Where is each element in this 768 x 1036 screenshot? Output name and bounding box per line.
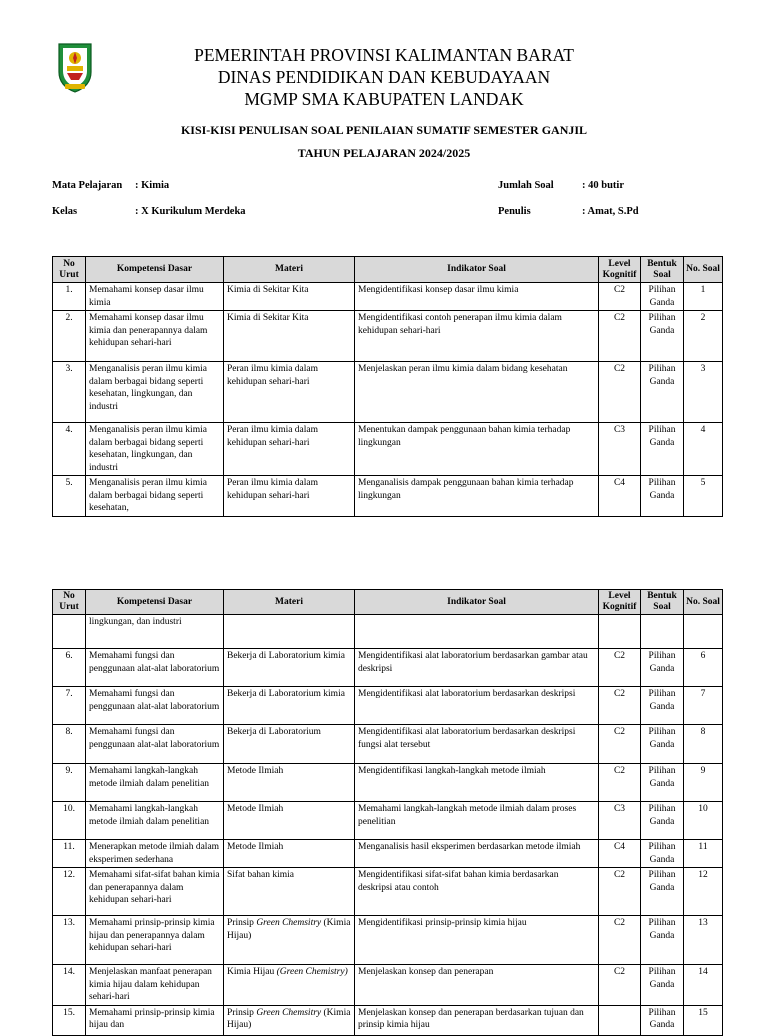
header-level-kognitif: Level Kognitif [599, 257, 641, 283]
kisi-table-page-1 [52, 256, 723, 517]
header-line-3: MGMP SMA KABUPATEN LANDAK [244, 89, 524, 109]
header-kompetensi-dasar: Kompetensi Dasar [86, 590, 224, 615]
jumlah-soal-label: Jumlah Soal [498, 180, 554, 191]
header-no-soal: No. Soal [684, 590, 723, 615]
mapel-label: Mata Pelajaran [52, 180, 123, 191]
cell-empty [355, 615, 599, 649]
cell-level-kognitif: C2 [599, 916, 641, 965]
header-kompetensi-dasar: Kompetensi Dasar [86, 257, 224, 283]
cell-no-urut: 15. [53, 1005, 86, 1035]
document-title: KISI-KISI PENULISAN SOAL PENILAIAN SUMATIF SEMESTER GANJIL [180, 123, 588, 137]
cell-empty [641, 615, 684, 649]
cell-kompetensi-dasar: Memahami konsep dasar ilmu kimia [86, 283, 224, 311]
cell-materi: Bekerja di Laboratorium kimia [224, 687, 355, 725]
cell-no-urut: 1. [53, 283, 86, 311]
cell-no-soal: 15 [684, 1005, 723, 1035]
cell-indikator-soal: Mengidentifikasi sifat-sifat bahan kimia berdasarkan deskripsi atau contoh [355, 868, 599, 916]
cell-materi: Kimia di Sekitar Kita [224, 311, 355, 362]
cell-materi: Peran ilmu kimia dalam kehidupan sehari-hari [224, 423, 355, 476]
cell-no-soal: 9 [684, 764, 723, 802]
cell-level-kognitif: C3 [599, 423, 641, 476]
cell-level-kognitif: C2 [599, 649, 641, 687]
cell-indikator-soal: Menjelaskan konsep dan penerapan berdasarkan tujuan dan prinsip kimia hijau [355, 1005, 599, 1035]
cell-indikator-soal: Menjelaskan konsep dan penerapan [355, 965, 599, 1006]
cell-bentuk-soal: Pilihan Ganda [641, 649, 684, 687]
cell-level-kognitif: C2 [599, 311, 641, 362]
table-row [53, 649, 723, 687]
table-row [53, 802, 723, 840]
cell-no-urut: 3. [53, 362, 86, 423]
cell-indikator-soal: Mengidentifikasi alat laboratorium berdasarkan deskripsi fungsi alat tersebut [355, 725, 599, 764]
cell-no-urut: 12. [53, 868, 86, 916]
cell-no-soal: 14 [684, 965, 723, 1006]
table-row [53, 362, 723, 423]
header-line-2: DINAS PENDIDIKAN DAN KEBUDAYAAN [217, 67, 551, 87]
cell-bentuk-soal: Pilihan Ganda [641, 764, 684, 802]
cell-level-kognitif: C2 [599, 868, 641, 916]
cell-indikator-soal: Mengidentifikasi konsep dasar ilmu kimia [355, 283, 599, 311]
cell-bentuk-soal: Pilihan Ganda [641, 868, 684, 916]
cell-no-soal: 11 [684, 840, 723, 868]
kelas-value: : X Kurikulum Merdeka [135, 206, 246, 217]
cell-materi: Metode Ilmiah [224, 802, 355, 840]
cell-no-urut [53, 615, 86, 649]
cell-no-soal: 2 [684, 311, 723, 362]
cell-no-urut: 8. [53, 725, 86, 764]
cell-bentuk-soal: Pilihan Ganda [641, 687, 684, 725]
cell-kompetensi-dasar: Menjelaskan manfaat penerapan kimia hijau dalam kehidupan sehari-hari [86, 965, 224, 1006]
table-row [53, 916, 723, 965]
cell-empty [684, 615, 723, 649]
cell-kompetensi-dasar: Memahami fungsi dan penggunaan alat-alat laboratorium [86, 649, 224, 687]
cell-indikator-soal: Mengidentifikasi langkah-langkah metode ilmiah [355, 764, 599, 802]
materi-text: Prinsip [227, 1007, 257, 1018]
cell-no-urut: 6. [53, 649, 86, 687]
header-materi: Materi [224, 590, 355, 615]
cell-kompetensi-dasar: Menganalisis peran ilmu kimia dalam berbagai bidang seperti kesehatan, lingkungan, dan industri [86, 362, 224, 423]
cell-kompetensi-dasar: Memahami langkah-langkah metode ilmiah dalam penelitian [86, 764, 224, 802]
cell-no-urut: 14. [53, 965, 86, 1006]
table-row [53, 283, 723, 311]
penulis-label: Penulis [498, 206, 531, 217]
table-row [53, 423, 723, 476]
cell-no-urut: 11. [53, 840, 86, 868]
table-row [53, 868, 723, 916]
header-indikator-soal: Indikator Soal [355, 257, 599, 283]
kelas-label: Kelas [52, 206, 78, 217]
cell-kompetensi-dasar: lingkungan, dan industri [86, 615, 224, 649]
cell-materi: Peran ilmu kimia dalam kehidupan sehari-hari [224, 362, 355, 423]
cell-materi: Bekerja di Laboratorium kimia [224, 649, 355, 687]
cell-level-kognitif [599, 1005, 641, 1035]
cell-materi [224, 916, 355, 965]
cell-materi: Metode Ilmiah [224, 840, 355, 868]
header-line-1: PEMERINTAH PROVINSI KALIMANTAN BARAT [194, 45, 574, 65]
cell-materi: Metode Ilmiah [224, 764, 355, 802]
cell-no-soal: 8 [684, 725, 723, 764]
table-row [53, 476, 723, 517]
cell-bentuk-soal: Pilihan Ganda [641, 476, 684, 517]
cell-empty [599, 615, 641, 649]
table-row [53, 965, 723, 1006]
table-row [53, 764, 723, 802]
cell-level-kognitif: C2 [599, 283, 641, 311]
kisi-table-page-2 [52, 589, 723, 1036]
cell-no-urut: 10. [53, 802, 86, 840]
cell-no-soal: 5 [684, 476, 723, 517]
cell-no-soal: 10 [684, 802, 723, 840]
cell-kompetensi-dasar: Menganalisis peran ilmu kimia dalam berbagai bidang seperti kesehatan, lingkungan, dan industri [86, 423, 224, 476]
cell-bentuk-soal: Pilihan Ganda [641, 965, 684, 1006]
cell-bentuk-soal: Pilihan Ganda [641, 1005, 684, 1035]
cell-indikator-soal: Mengidentifikasi prinsip-prinsip kimia hijau [355, 916, 599, 965]
cell-kompetensi-dasar: Memahami langkah-langkah metode ilmiah dalam penelitian [86, 802, 224, 840]
cell-no-urut: 9. [53, 764, 86, 802]
table-row [53, 311, 723, 362]
cell-empty [224, 615, 355, 649]
header-bentuk-soal: Bentuk Soal [641, 590, 684, 615]
cell-no-soal: 1 [684, 283, 723, 311]
cell-level-kognitif: C4 [599, 840, 641, 868]
jumlah-soal-value: : 40 butir [582, 180, 624, 191]
materi-text: Prinsip [227, 918, 257, 928]
cell-indikator-soal: Mengidentifikasi contoh penerapan ilmu kimia dalam kehidupan sehari-hari [355, 311, 599, 362]
cell-kompetensi-dasar: Menerapkan metode ilmiah dalam eksperimen sederhana [86, 840, 224, 868]
cell-no-urut: 13. [53, 916, 86, 965]
cell-indikator-soal: Mengidentifikasi alat laboratorium berdasarkan gambar atau deskripsi [355, 649, 599, 687]
cell-bentuk-soal: Pilihan Ganda [641, 311, 684, 362]
header-materi: Materi [224, 257, 355, 283]
cell-bentuk-soal: Pilihan Ganda [641, 362, 684, 423]
cell-materi: Peran ilmu kimia dalam kehidupan sehari-hari [224, 476, 355, 517]
cell-kompetensi-dasar: Memahami konsep dasar ilmu kimia dan penerapannya dalam kehidupan sehari-hari [86, 311, 224, 362]
table-row [53, 687, 723, 725]
materi-text: Kimia Hijau [227, 967, 277, 977]
materi-italic-text: (Green Chemistry) [276, 967, 348, 977]
header-level-kognitif: Level Kognitif [599, 590, 641, 615]
cell-kompetensi-dasar: Memahami prinsip-prinsip kimia hijau dan [86, 1005, 224, 1035]
cell-materi: Sifat bahan kimia [224, 868, 355, 916]
penulis-value: : Amat, S.Pd [582, 206, 639, 217]
cell-indikator-soal: Menentukan dampak penggunaan bahan kimia terhadap lingkungan [355, 423, 599, 476]
materi-italic-text: Green Chemsitry [256, 918, 322, 928]
cell-level-kognitif: C2 [599, 725, 641, 764]
cell-bentuk-soal: Pilihan Ganda [641, 283, 684, 311]
cell-materi: Kimia di Sekitar Kita [224, 283, 355, 311]
cell-no-urut: 2. [53, 311, 86, 362]
cell-no-urut: 4. [53, 423, 86, 476]
materi-italic-text: Green Chemsitry [256, 1007, 322, 1018]
cell-bentuk-soal: Pilihan Ganda [641, 423, 684, 476]
cell-kompetensi-dasar: Memahami fungsi dan penggunaan alat-alat laboratorium [86, 687, 224, 725]
mapel-value: : Kimia [135, 180, 170, 191]
table-row [53, 1005, 723, 1035]
cell-no-soal: 7 [684, 687, 723, 725]
cell-indikator-soal: Menganalisis hasil eksperimen berdasarkan metode ilmiah [355, 840, 599, 868]
cell-indikator-soal: Mengidentifikasi alat laboratorium berdasarkan deskripsi [355, 687, 599, 725]
table-row-continuation [53, 615, 723, 649]
cell-no-soal: 12 [684, 868, 723, 916]
cell-kompetensi-dasar: Memahami fungsi dan penggunaan alat-alat laboratorium [86, 725, 224, 764]
header-bentuk-soal: Bentuk Soal [641, 257, 684, 283]
cell-kompetensi-dasar: Memahami prinsip-prinsip kimia hijau dan penerapannya dalam kehidupan sehari-hari [86, 916, 224, 965]
header-no-urut: No Urut [53, 257, 86, 283]
cell-level-kognitif: C4 [599, 476, 641, 517]
cell-materi [224, 1005, 355, 1035]
cell-no-soal: 4 [684, 423, 723, 476]
cell-bentuk-soal: Pilihan Ganda [641, 725, 684, 764]
materi-text-suffix: (Kimia Hijau) [227, 1007, 351, 1030]
cell-kompetensi-dasar: Memahami sifat-sifat bahan kimia dan penerapannya dalam kehidupan sehari-hari [86, 868, 224, 916]
cell-level-kognitif: C2 [599, 764, 641, 802]
cell-level-kognitif: C2 [599, 687, 641, 725]
cell-no-soal: 6 [684, 649, 723, 687]
header-no-urut: No Urut [53, 590, 86, 615]
cell-bentuk-soal: Pilihan Ganda [641, 916, 684, 965]
cell-bentuk-soal: Pilihan Ganda [641, 802, 684, 840]
cell-level-kognitif: C2 [599, 362, 641, 423]
header-no-soal: No. Soal [684, 257, 723, 283]
header-indikator-soal: Indikator Soal [355, 590, 599, 615]
table-row [53, 725, 723, 764]
cell-level-kognitif: C2 [599, 965, 641, 1006]
materi-text-suffix: (Kimia Hijau) [227, 918, 351, 941]
cell-materi [224, 965, 355, 1006]
cell-indikator-soal: Menjelaskan peran ilmu kimia dalam bidang kesehatan [355, 362, 599, 423]
table-row [53, 840, 723, 868]
cell-materi: Bekerja di Laboratorium [224, 725, 355, 764]
cell-level-kognitif: C3 [599, 802, 641, 840]
cell-no-urut: 7. [53, 687, 86, 725]
cell-no-soal: 3 [684, 362, 723, 423]
document-subtitle: TAHUN PELAJARAN 2024/2025 [297, 146, 471, 160]
cell-no-urut: 5. [53, 476, 86, 517]
cell-no-soal: 13 [684, 916, 723, 965]
cell-indikator-soal: Memahami langkah-langkah metode ilmiah dalam proses penelitian [355, 802, 599, 840]
cell-bentuk-soal: Pilihan Ganda [641, 840, 684, 868]
cell-indikator-soal: Menganalisis dampak penggunaan bahan kimia terhadap lingkungan [355, 476, 599, 517]
cell-kompetensi-dasar: Menganalisis peran ilmu kimia dalam berbagai bidang seperti kesehatan, [86, 476, 224, 517]
